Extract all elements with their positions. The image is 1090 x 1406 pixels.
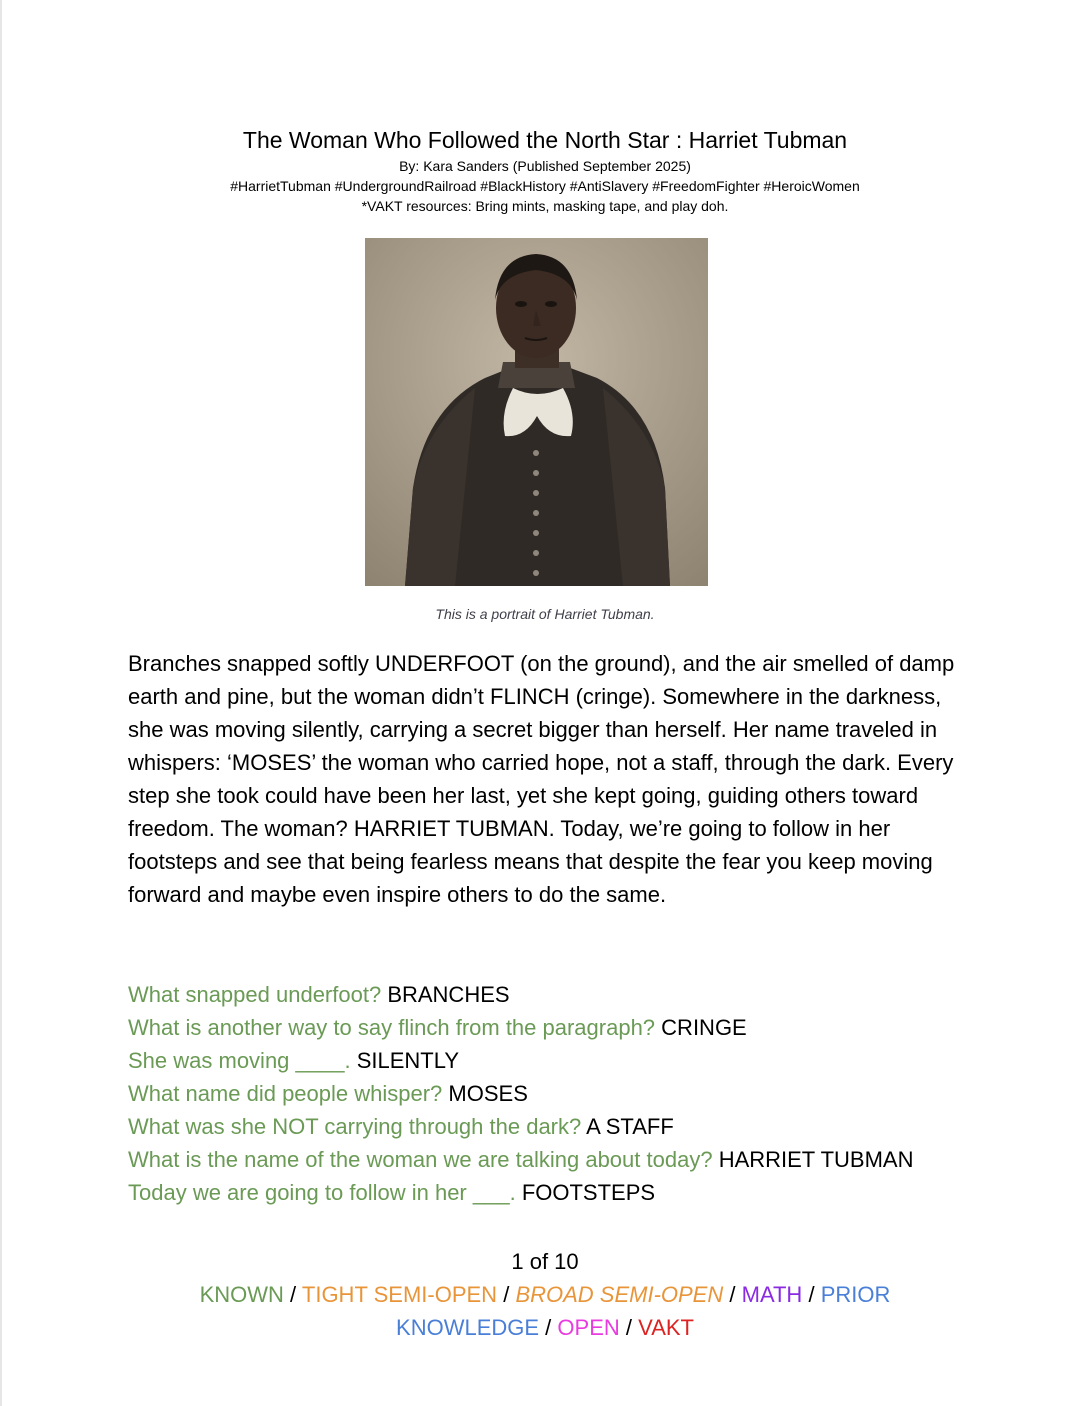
question-text: What was she NOT carrying through the dark? <box>128 1114 582 1139</box>
legend-tight-semi-open: TIGHT SEMI-OPEN <box>301 1282 498 1307</box>
list-item <box>128 1077 948 1110</box>
story-paragraph: Branches snapped softly UNDERFOOT (on the ground), and the air smelled of damp earth and pine, but the woman didn’t FLINCH (cringe). Somewhere in the darkness, she was moving silently, carrying a secret bigger than herself. Her name traveled in whispers: ‘MOSES’ the woman who carried hope, not a staff, through the dark. Every step she took could have been her last, yet she kept going, guiding others toward freedom. The woman? HARRIET TUBMAN. Today, we’re going to follow in her footsteps and see that being fearless means that despite the fear you keep moving forward and maybe even inspire others to do the same. <box>128 651 955 907</box>
list-item <box>128 978 948 1011</box>
legend-known: KNOWN <box>199 1282 284 1307</box>
answer-text: BRANCHES <box>387 982 510 1007</box>
question-text: Today we are going to follow in her ___. <box>128 1180 516 1205</box>
question-text: What name did people whisper? <box>128 1081 443 1106</box>
document-header <box>0 124 1090 216</box>
question-text: She was moving ____. <box>128 1048 351 1073</box>
question-text: What is the name of the woman we are talking about today? <box>128 1147 713 1172</box>
question-type-legend <box>140 1278 950 1344</box>
answer-text: FOOTSTEPS <box>521 1180 656 1205</box>
question-text: What snapped underfoot? <box>128 982 382 1007</box>
legend-separator: / <box>290 1282 297 1307</box>
legend-separator: / <box>729 1282 736 1307</box>
answer-text: MOSES <box>448 1081 528 1106</box>
answer-text: CRINGE <box>661 1015 747 1040</box>
list-item <box>128 1176 948 1209</box>
vakt-resources: *VAKT resources: Bring mints, masking tape, and play doh. <box>361 198 729 214</box>
legend-separator: / <box>808 1282 815 1307</box>
list-item <box>128 1011 948 1044</box>
legend-broad-semi-open: BROAD SEMI-OPEN <box>515 1282 724 1307</box>
portrait-image <box>365 238 708 586</box>
portrait-illustration <box>365 238 708 586</box>
page-number: 1 of 10 <box>511 1249 579 1274</box>
question-list <box>128 978 948 1209</box>
answer-text: A STAFF <box>586 1114 674 1139</box>
legend-math: MATH <box>741 1282 803 1307</box>
answer-text: HARRIET TUBMAN <box>718 1147 914 1172</box>
list-item <box>128 1143 948 1176</box>
question-text: What is another way to say flinch from the paragraph? <box>128 1015 656 1040</box>
portrait-caption: This is a portrait of Harriet Tubman. <box>435 606 655 622</box>
legend-open: OPEN <box>557 1315 620 1340</box>
list-item <box>128 1044 948 1077</box>
legend-separator: / <box>545 1315 552 1340</box>
legend-vakt: VAKT <box>638 1315 694 1340</box>
answer-text: SILENTLY <box>356 1048 460 1073</box>
list-item <box>128 1110 948 1143</box>
legend-separator: / <box>625 1315 633 1340</box>
legend-separator: / <box>503 1282 510 1307</box>
legend-prior-knowledge: PRIOR KNOWLEDGE <box>396 1282 891 1340</box>
document-title: The Woman Who Followed the North Star : Harriet Tubman <box>242 127 848 153</box>
hashtags: #HarrietTubman #UndergroundRailroad #BlackHistory #AntiSlavery #FreedomFighter #HeroicWomen <box>230 178 860 194</box>
byline: By: Kara Sanders (Published September 2025) <box>399 158 691 174</box>
